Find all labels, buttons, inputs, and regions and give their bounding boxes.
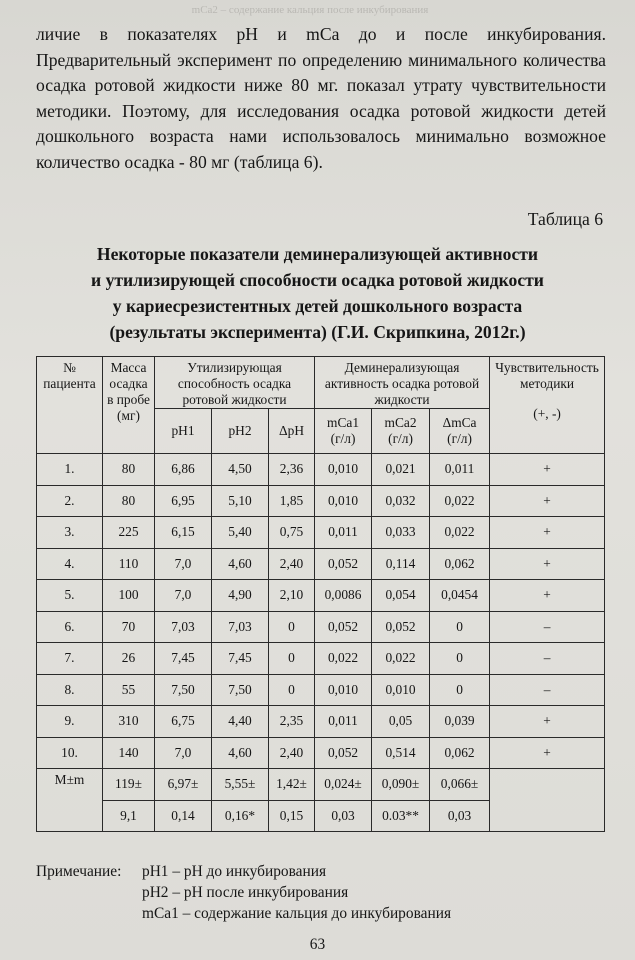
cell-patient-no: 9. (37, 706, 103, 738)
cell-patient-no: 8. (37, 674, 103, 706)
cell-mass: 26 (103, 643, 155, 675)
table-title-line: (результаты эксперимента) (Г.И. Скрипкина, 2012г.) (109, 322, 526, 342)
cell-ph1: 7,0 (155, 580, 212, 612)
header-mca2-label: mCa2 (384, 415, 417, 430)
cell-ph2: 7,45 (212, 643, 269, 675)
table-title-line: у кариесрезистентных детей дошкольного возраста (112, 296, 523, 316)
cell-patient-no: 1. (37, 454, 103, 486)
cell-sensitivity: + (490, 706, 605, 738)
cell-mass: 110 (103, 548, 155, 580)
cell-mean-dmca: 0,066± (430, 769, 490, 801)
cell-ph1: 6,95 (155, 485, 212, 517)
cell-sensitivity: – (490, 611, 605, 643)
cell-mca2: 0,052 (372, 611, 430, 643)
cell-mca1: 0,022 (315, 643, 372, 675)
header-mca1-label: mCa1 (327, 415, 360, 430)
cell-ph1: 7,0 (155, 548, 212, 580)
cell-mca1: 0,052 (315, 548, 372, 580)
cell-dmca: 0,022 (430, 517, 490, 549)
cell-dmca: 0,011 (430, 454, 490, 486)
table-row (37, 674, 605, 706)
cell-sem-mca1: 0,03 (315, 800, 372, 832)
cell-sem-dph: 0,15 (269, 800, 315, 832)
header-dmca-unit: (г/л) (447, 431, 472, 446)
cell-patient-no: 3. (37, 517, 103, 549)
cell-sensitivity: – (490, 674, 605, 706)
table-row (37, 706, 605, 738)
cell-mca2: 0,032 (372, 485, 430, 517)
cell-mca2: 0,05 (372, 706, 430, 738)
header-demineralization-group: Деминерализующая активность осадка ротовой жидкости (315, 357, 490, 409)
note-item: mCa1 – содержание кальция до инкубирования (142, 905, 452, 922)
cell-ph1: 7,0 (155, 737, 212, 769)
cell-dmca: 0,022 (430, 485, 490, 517)
cell-mean-mass: 119± (103, 769, 155, 801)
cell-mean-ph1: 6,97± (155, 769, 212, 801)
cell-dmca: 0 (430, 674, 490, 706)
cell-ph2: 4,60 (212, 737, 269, 769)
table-row (37, 580, 605, 612)
cell-dph: 1,85 (269, 485, 315, 517)
cell-mass: 55 (103, 674, 155, 706)
cell-ph1: 7,45 (155, 643, 212, 675)
table-row (37, 454, 605, 486)
cell-mca2: 0,054 (372, 580, 430, 612)
cell-sensitivity: + (490, 737, 605, 769)
header-ph1: pH1 (155, 409, 212, 454)
header-dph: ΔpH (269, 409, 315, 454)
cell-sem-dmca: 0,03 (430, 800, 490, 832)
cell-patient-no: 4. (37, 548, 103, 580)
cell-dph: 2,40 (269, 548, 315, 580)
cell-dmca: 0,039 (430, 706, 490, 738)
cell-ph1: 6,75 (155, 706, 212, 738)
header-mass-unit: (мг) (117, 408, 140, 423)
header-patient-no: № пациента (37, 357, 103, 454)
cell-dmca: 0,062 (430, 737, 490, 769)
table-row (37, 737, 605, 769)
cell-sensitivity: + (490, 580, 605, 612)
note-line (36, 861, 606, 882)
header-ph2: pH2 (212, 409, 269, 454)
cell-mass: 100 (103, 580, 155, 612)
header-sensitivity-sub: (+, -) (533, 406, 561, 421)
cell-mca1: 0,011 (315, 706, 372, 738)
cell-mass: 80 (103, 485, 155, 517)
cell-dph: 2,40 (269, 737, 315, 769)
cell-ph1: 7,50 (155, 674, 212, 706)
table-title (30, 241, 605, 345)
body-paragraph: личие в показателях рН и mCa до и после инкубирования. Предварительный эксперимент по определению минимального количества осадка ротовой жидкости ниже 80 мг. показал утрату чувствительности методики. Поэтому, для исследования осадка ротовой жидкости детей дошкольного возраста нами использовалось минимально возможное количество осадка - 80 мг (таблица 6). (36, 24, 606, 172)
cell-mean-dph: 1,42± (269, 769, 315, 801)
table-title-line: и утилизирующей способности осадка ротовой жидкости (91, 270, 544, 290)
cell-patient-no: 5. (37, 580, 103, 612)
table-row (37, 643, 605, 675)
header-mca1-unit: (г/л) (330, 431, 356, 446)
cell-ph1: 6,86 (155, 454, 212, 486)
cell-mean-label: M±m (37, 769, 103, 832)
table-notes (36, 861, 606, 924)
cell-mca2: 0,114 (372, 548, 430, 580)
cell-mca1: 0,010 (315, 454, 372, 486)
cell-ph2: 5,10 (212, 485, 269, 517)
mean-row-top (37, 769, 605, 801)
cell-mean-mca1: 0,024± (315, 769, 372, 801)
cell-dph: 2,36 (269, 454, 315, 486)
cell-mca2: 0,033 (372, 517, 430, 549)
cell-mca2: 0,021 (372, 454, 430, 486)
header-mca2 (372, 409, 430, 454)
cell-ph2: 4,50 (212, 454, 269, 486)
show-through-text: mCa2 – содержание кальция после инкубирования (191, 4, 429, 16)
cell-dph: 0 (269, 643, 315, 675)
cell-sensitivity: + (490, 485, 605, 517)
cell-patient-no: 2. (37, 485, 103, 517)
cell-ph2: 5,40 (212, 517, 269, 549)
cell-mca1: 0,052 (315, 737, 372, 769)
page-number: 63 (309, 936, 326, 953)
cell-dph: 0 (269, 674, 315, 706)
cell-ph2: 7,50 (212, 674, 269, 706)
cell-mca1: 0,010 (315, 674, 372, 706)
cell-mass: 225 (103, 517, 155, 549)
cell-sem-ph2: 0,16* (212, 800, 269, 832)
cell-mca1: 0,010 (315, 485, 372, 517)
cell-dph: 2,10 (269, 580, 315, 612)
cell-mass: 140 (103, 737, 155, 769)
cell-sensitivity: – (490, 643, 605, 675)
cell-sem-mass: 9,1 (103, 800, 155, 832)
header-sensitivity (490, 357, 605, 454)
cell-sensitivity: + (490, 454, 605, 486)
cell-dph: 0 (269, 611, 315, 643)
table-title-line: Некоторые показатели деминерализующей активности (96, 244, 539, 264)
cell-mean-mca2: 0,090± (372, 769, 430, 801)
cell-mca1: 0,052 (315, 611, 372, 643)
cell-ph2: 4,90 (212, 580, 269, 612)
cell-dph: 0,75 (269, 517, 315, 549)
table-row (37, 548, 605, 580)
table-row (37, 517, 605, 549)
cell-patient-no: 10. (37, 737, 103, 769)
cell-mca2: 0,514 (372, 737, 430, 769)
header-dmca-label: ΔmCa (442, 415, 477, 430)
cell-dph: 2,35 (269, 706, 315, 738)
cell-mean-sensitivity (490, 769, 605, 832)
cell-dmca: 0,0454 (430, 580, 490, 612)
cell-mca2: 0,010 (372, 674, 430, 706)
cell-patient-no: 6. (37, 611, 103, 643)
cell-dmca: 0 (430, 611, 490, 643)
cell-ph1: 6,15 (155, 517, 212, 549)
cell-ph2: 7,03 (212, 611, 269, 643)
cell-mass: 70 (103, 611, 155, 643)
cell-ph1: 7,03 (155, 611, 212, 643)
header-mca2-unit: (г/л) (388, 431, 413, 446)
table-label: Таблица 6 (527, 209, 603, 229)
table-row (37, 611, 605, 643)
cell-sensitivity: + (490, 517, 605, 549)
cell-mca1: 0,0086 (315, 580, 372, 612)
cell-mca1: 0,011 (315, 517, 372, 549)
header-sensitivity-label: Чувствительность методики (495, 360, 599, 391)
cell-ph2: 4,60 (212, 548, 269, 580)
cell-mca2: 0,022 (372, 643, 430, 675)
note-label: Примечание: (36, 863, 122, 880)
header-mass (103, 357, 155, 454)
table-row (37, 485, 605, 517)
cell-sem-ph1: 0,14 (155, 800, 212, 832)
cell-ph2: 4,40 (212, 706, 269, 738)
cell-dmca: 0 (430, 643, 490, 675)
cell-sem-mca2: 0.03** (372, 800, 430, 832)
header-utilization-group: Утилизирующая способность осадка ротовой жидкости (155, 357, 315, 409)
note-item: pH2 – pH после инкубирования (142, 884, 349, 901)
cell-mass: 80 (103, 454, 155, 486)
header-mca1 (315, 409, 372, 454)
cell-sensitivity: + (490, 548, 605, 580)
cell-patient-no: 7. (37, 643, 103, 675)
cell-mean-ph2: 5,55± (212, 769, 269, 801)
note-item: pH1 – pH до инкубирования (142, 863, 327, 880)
header-mass-label: Масса осадка в пробе (107, 360, 150, 407)
results-table (36, 356, 605, 832)
header-dmca (430, 409, 490, 454)
cell-dmca: 0,062 (430, 548, 490, 580)
cell-mass: 310 (103, 706, 155, 738)
